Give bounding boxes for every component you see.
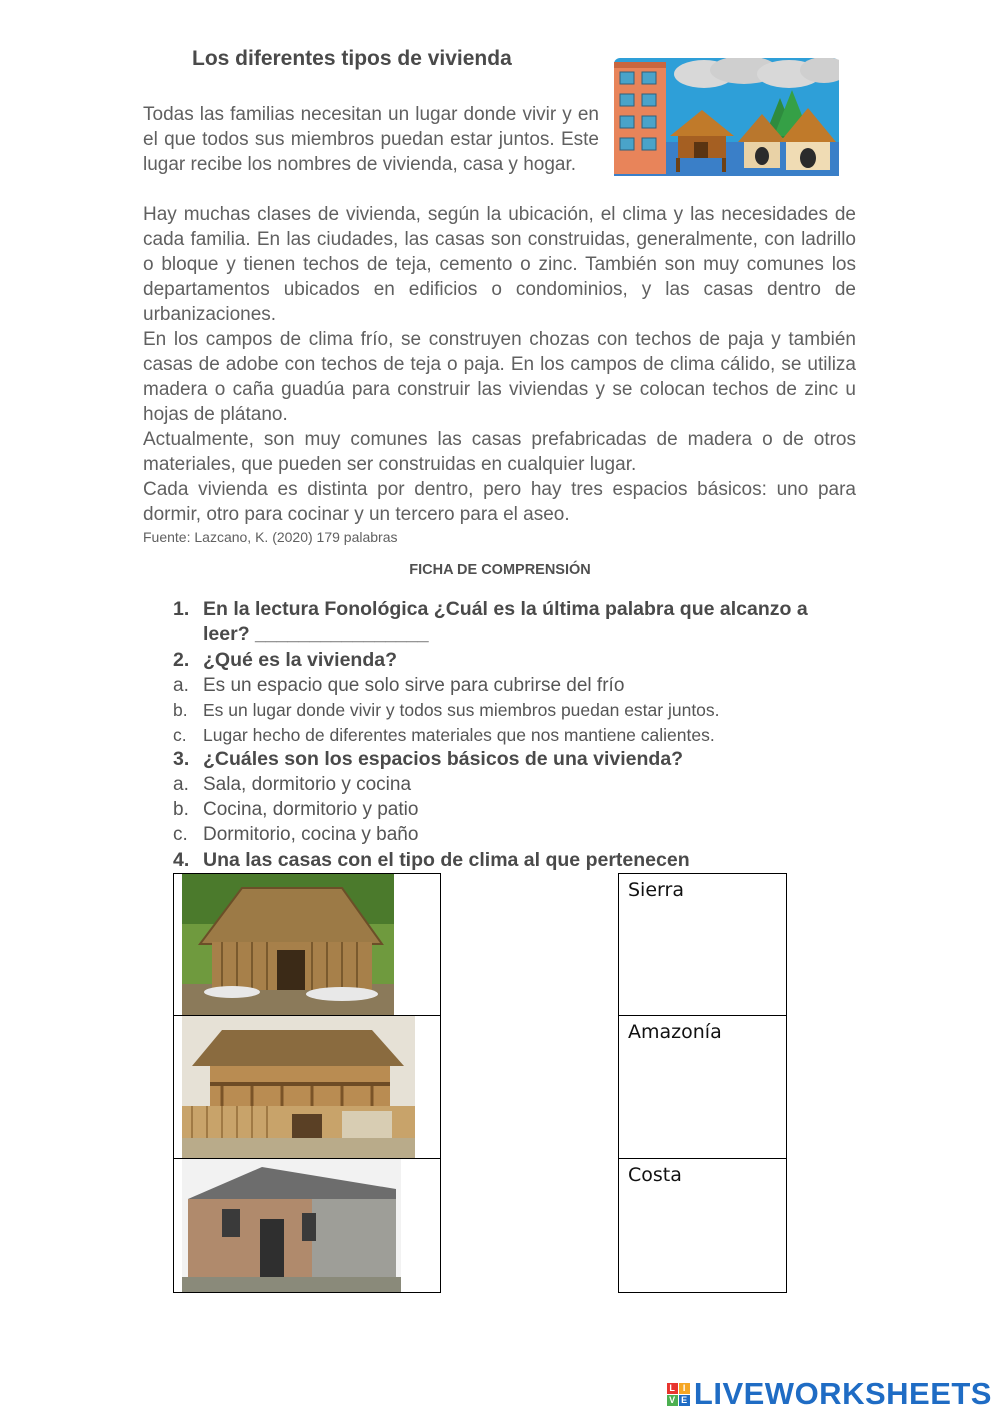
question-number: 1. [173, 598, 190, 620]
question-1 [173, 597, 813, 647]
intro-paragraph: Todas las familias necesitan un lugar donde vivir y en el que todos sus miembros puedan estar juntos. Este lugar recibe los nombres de vivienda, casa y hogar. [143, 104, 599, 175]
question-text: En la lectura Fonológica ¿Cuál es la última palabra que alcanzo a leer? ________________ [203, 598, 808, 645]
climate-box-amazonia[interactable] [618, 1015, 787, 1159]
house-photo-box[interactable] [173, 873, 441, 1016]
paragraph: Cada vivienda es distinta por dentro, pero hay tres espacios básicos: uno para dormir, otro para cocinar y un tercero para el aseo. [143, 479, 856, 525]
option-letter: b. [173, 799, 189, 820]
house-photo-box[interactable] [173, 1015, 441, 1159]
question-text: ¿Cuáles son los espacios básicos de una vivienda? [203, 748, 684, 770]
block-house-photo [182, 1159, 401, 1292]
page-title: Los diferentes tipos de vivienda [192, 47, 512, 70]
question-3 [173, 747, 813, 772]
logo-icon: L I V E [667, 1383, 690, 1406]
section-heading: FICHA DE COMPRENSIÓN [409, 562, 591, 578]
brand-name: LIVEWORKSHEETS [693, 1376, 992, 1411]
option-text: Sala, dormitorio y cocina [203, 774, 412, 795]
option-text: Es un espacio que solo sirve para cubrirse del frío [203, 675, 625, 696]
question-4 [173, 848, 813, 873]
question-number: 2. [173, 649, 190, 671]
climate-label: Amazonía [628, 1021, 722, 1043]
option-text: Cocina, dormitorio y patio [203, 799, 419, 820]
bamboo-stilt-house-photo [182, 1016, 415, 1158]
house-photo-box[interactable] [173, 1158, 441, 1293]
option-letter: b. [173, 700, 188, 720]
option-letter: a. [173, 774, 189, 795]
option-letter: c. [173, 824, 188, 845]
option-letter: c. [173, 725, 187, 745]
climate-label: Sierra [628, 879, 684, 901]
question-2 [173, 648, 813, 673]
option-text: Dormitorio, cocina y baño [203, 824, 419, 845]
source-citation: Fuente: Lazcano, K. (2020) 179 palabras [143, 529, 398, 545]
question-text: Una las casas con el tipo de clima al que pertenecen [203, 849, 690, 871]
question-number: 4. [173, 849, 190, 871]
option-text: Lugar hecho de diferentes materiales que nos mantiene calientes. [203, 725, 715, 745]
paragraph: En los campos de clima frío, se construyen chozas con techos de paja y también casas de adobe con techos de teja o paja. En los campos de clima cálido, se utiliza madera o caña guadúa para construir las viviendas y se colocan techos de zinc u hojas de plátano. [143, 329, 856, 425]
paragraph: Actualmente, son muy comunes las casas prefabricadas de madera o de otros materiales, que pueden ser construidas en cualquier lugar. [143, 429, 856, 475]
liveworksheets-logo [667, 1376, 992, 1412]
option-letter: a. [173, 675, 189, 696]
houses-illustration [614, 58, 839, 176]
option-text: Es un lugar donde vivir y todos sus miembros puedan estar juntos. [203, 700, 720, 720]
thatched-hut-photo [182, 874, 394, 1015]
paragraph: Hay muchas clases de vivienda, según la ubicación, el clima y las necesidades de cada familia. En las ciudades, las casas son construidas, generalmente, con ladrillo o bloque y tienen techos de teja, cemento o zinc. También son muy comunes los departamentos ubicados en edificios o condominios, y las casas dentro de urbanizaciones. [143, 204, 856, 325]
climate-box-costa[interactable] [618, 1158, 787, 1293]
question-number: 3. [173, 748, 190, 770]
climate-label: Costa [628, 1164, 682, 1186]
reading-text [143, 202, 856, 527]
question-text: ¿Qué es la vivienda? [203, 649, 397, 671]
climate-box-sierra[interactable] [618, 873, 787, 1016]
